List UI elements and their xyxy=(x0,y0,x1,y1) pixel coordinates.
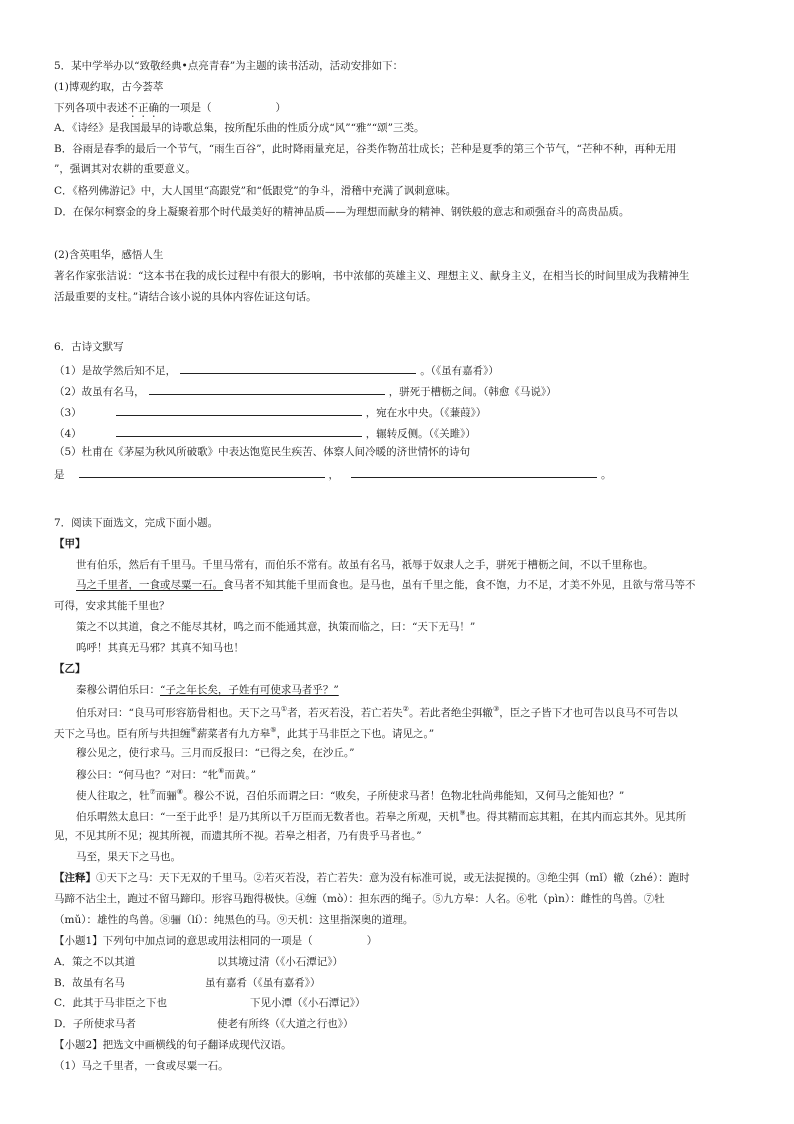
q6-line1: （1）是故学然后知不足， 。（《虽有嘉肴》） xyxy=(54,365,499,377)
q5-stem: 下列各项中表述不正确的一项是（ ） xyxy=(54,102,286,114)
q5-sub2-text2: 活最重要的支柱。”请结合该小说的具体内容佐证这句话。 xyxy=(54,291,317,303)
answer-blank[interactable] xyxy=(149,384,385,395)
underlined-sentence: 马之千里者，一食或尽粟一石。 xyxy=(76,579,223,591)
q6-line6: 是 ， 。 xyxy=(54,469,612,481)
underlined-sentence: “子之年长矣，子姓有可使求马者乎？” xyxy=(160,684,339,696)
jia-line1: 世有伯乐，然后有千里马。千里马常有，而伯乐不常有。故虽有名马，祇辱于奴隶人之手，骈死于槽枥之间，不以千里称也。 xyxy=(76,559,654,571)
q5-option-d: D．在保尔柯察金的身上凝聚着那个时代最美好的精神品质——为理想而献身的精神、钢铁般的意志和顽强奋斗的高贵品质。 xyxy=(54,206,630,218)
q5-option-c: C．《格列佛游记》中，大人国里“高跟党”和“低跟党”的争斗，滑稽中充满了讽刺意味。 xyxy=(54,185,457,197)
q5-title: 5．某中学举办以“致敬经典•点亮青春”为主题的读书活动，活动安排如下： xyxy=(54,60,404,72)
notes-line1: 【注释】①天下之马：天下无双的千里马。②若灭若没，若亡若失：意为没有标准可说，或无法捉摸的。③绝尘弭（mǐ）辙（zhé）：跑时 xyxy=(54,872,690,884)
q6-line4: （4） ，辗转反侧。（《关雎》） xyxy=(54,428,476,440)
yi-line2: 伯乐对曰：“良马可形容筋骨相也。天下之马①者，若灭若没，若亡若失②。若此者绝尘弭辙③，臣之子皆下才也可告以良马不可告以 xyxy=(76,705,678,719)
yi-line1: 秦穆公谓伯乐曰：“子之年长矣，子姓有可使求马者乎？” xyxy=(76,684,339,696)
subq1-option-d-ref: 使老有所终（《大道之行也》） xyxy=(217,1018,354,1030)
answer-blank[interactable] xyxy=(351,467,597,478)
jia-line2: 马之千里者，一食或尽粟一石。食马者不知其能千里而食也。是马也，虽有千里之能，食不饱，力不足，才美不外见，且欲与常马等不 xyxy=(76,579,696,591)
q5-sub2: (2)含英咀华，感悟人生 xyxy=(54,249,164,261)
yi-line6: 使人往取之，牡⑦而骊⑧。穆公不说，召伯乐而谓之曰：“败矣，子所使求马者！色物北牡尚弗能知，又何马之能知也？” xyxy=(76,788,625,802)
subq1-option-a: A．策之不以其道 xyxy=(54,956,136,968)
yi-line5: 穆公曰：“何马也？”对曰：“牝⑥而黄。” xyxy=(76,767,257,781)
yi-line4: 穆公见之，使行求马。三月而反报曰：“已得之矣，在沙丘。” xyxy=(76,747,355,759)
answer-blank[interactable] xyxy=(116,426,362,437)
subq1-stem: 【小题1】下列句中加点词的意思或用法相同的一项是（ ） xyxy=(54,935,378,947)
answer-blank[interactable] xyxy=(180,363,416,374)
q6-line5: （5）杜甫在《茅屋为秋风所破歌》中表达饱览民生疾苦、体察人间冷暖的济世情怀的诗句 xyxy=(54,446,471,458)
passage-jia-label: 【甲】 xyxy=(54,538,86,550)
subq1-option-b: B．故虽有名马 xyxy=(54,977,125,989)
q6-title: 6．古诗文默写 xyxy=(54,341,124,353)
yi-line7: 伯乐喟然太息曰：“一至于此乎！是乃其所以千万臣而无数者也。若皋之所观，天机⑨也。得其精而忘其粗，在其内而忘其外。见其所 xyxy=(76,809,687,823)
jia-line4: 策之不以其道，食之不能尽其材，鸣之而不能通其意，执策而临之，曰：“天下无马！” xyxy=(76,621,476,633)
q5-option-b-line2: ”，强调其对农耕的重要意义。 xyxy=(54,163,196,175)
yi-line8: 见，不见其所不见；视其所视，而遗其所不视。若皋之相者，乃有贵乎马者也。” xyxy=(54,830,422,842)
q5-option-a: A．《诗经》是我国最早的诗歌总集，按所配乐曲的性质分成“风”“雅”“颂”三类。 xyxy=(54,122,425,134)
jia-line5: 呜呼！其真无马邪？其真不知马也！ xyxy=(76,642,244,654)
subq1-option-a-ref: 以其境过清（《小石潭记》） xyxy=(217,956,343,968)
notes-line2: 马蹄不沾尘土，跑过不留马蹄印。形容马跑得极快。④缠（mò）：担东西的绳子。⑤九方皋：人名。⑥牝（pìn）：雌性的鸟兽。⑦牡 xyxy=(54,893,665,905)
q6-line2: （2）故虽有名马， ，骈死于槽枥之间。（韩愈《马说》） xyxy=(54,386,557,398)
subq2-stem: 【小题2】把选文中画横线的句子翻译成现代汉语。 xyxy=(54,1039,292,1051)
answer-blank[interactable] xyxy=(79,467,325,478)
notes-line3: （mǔ）：雄性的鸟兽。⑧骊（lí）：纯黑色的马。⑨天机：这里指深奥的道理。 xyxy=(54,914,414,926)
subq2-item1: （1）马之千里者，一食或尽粟一石。 xyxy=(54,1060,229,1072)
q6-line3: （3） ，宛在水中央。（《蒹葭》） xyxy=(54,407,487,419)
q5-sub1: (1)博观约取，古今荟萃 xyxy=(54,81,164,93)
subq1-option-c-ref: 下见小潭（《小石潭记》） xyxy=(250,997,366,1009)
emphasis-text: 不正确 xyxy=(127,102,159,114)
yi-line3: 天下之马也。臣有所与共担缠④薪菜者有九方皋⑤，此其于马非臣之下也。请见之。” xyxy=(54,726,435,740)
subq1-option-d: D．子所使求马者 xyxy=(54,1018,136,1030)
answer-blank[interactable] xyxy=(116,405,362,416)
passage-yi-label: 【乙】 xyxy=(54,663,86,675)
q5-sub2-text1: 著名作家张洁说：“这本书在我的成长过程中有很大的影响，书中浓郁的英雄主义、理想主义、献身主义，在相当长的时间里成为我精神生 xyxy=(54,270,690,282)
yi-line9: 马至，果天下之马也。 xyxy=(76,851,181,863)
jia-line3: 可得，安求其能千里也？ xyxy=(54,600,170,612)
subq1-option-c: C．此其于马非臣之下也 xyxy=(54,997,168,1009)
q5-option-b-line1: B．谷雨是春季的最后一个节气，“雨生百谷”，此时降雨量充足，谷类作物茁壮成长；芒种是夏季的第三个节气，“芒种不种，再种无用 xyxy=(54,143,677,155)
q7-title: 7．阅读下面选文，完成下面小题。 xyxy=(54,517,219,529)
subq1-option-b-ref: 虽有嘉肴（《虽有嘉肴》） xyxy=(205,977,321,989)
